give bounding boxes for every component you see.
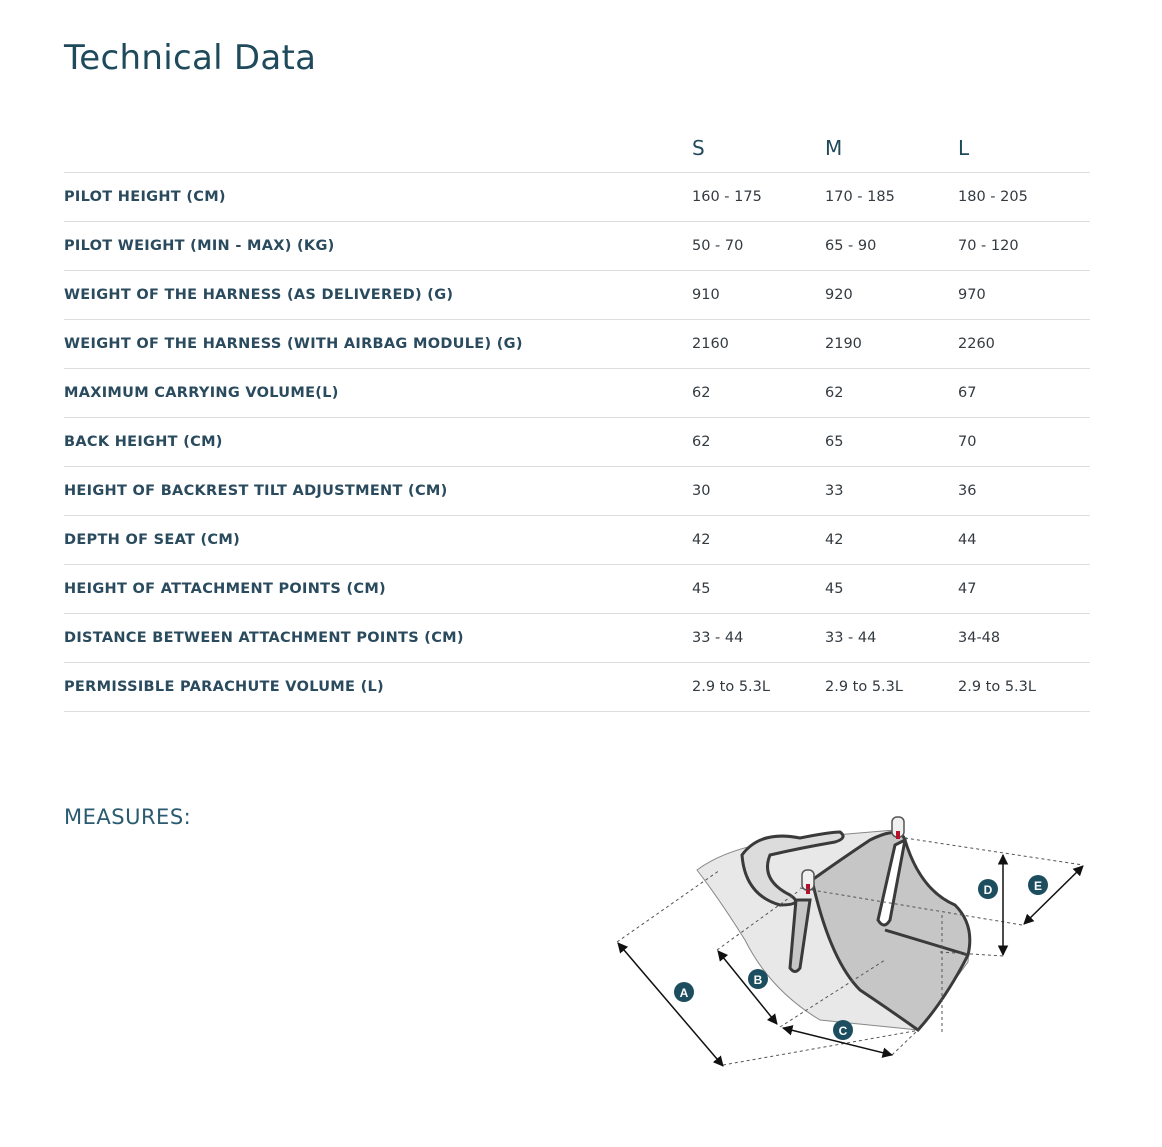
row-label: MAXIMUM CARRYING VOLUME(L) (64, 369, 692, 418)
table-row (64, 369, 1090, 418)
row-label: HEIGHT OF BACKREST TILT ADJUSTMENT (CM) (64, 467, 692, 516)
value-m: 65 (825, 418, 958, 467)
value-m: 45 (825, 565, 958, 614)
row-label: WEIGHT OF THE HARNESS (AS DELIVERED) (G) (64, 271, 692, 320)
size-header-l: L (958, 136, 970, 160)
value-s: 45 (692, 565, 825, 614)
marker-a (674, 982, 694, 1002)
marker-c-label: C (838, 1024, 848, 1038)
page-title: Technical Data (64, 38, 317, 78)
value-s: 2160 (692, 320, 825, 369)
table-row (64, 222, 1090, 271)
value-s: 33 - 44 (692, 614, 825, 663)
size-header-m: M (825, 136, 843, 160)
table-row (64, 173, 1090, 222)
value-m: 33 (825, 467, 958, 516)
size-header-s: S (692, 136, 705, 160)
value-l: 67 (958, 369, 1090, 418)
table-row (64, 565, 1090, 614)
row-label: BACK HEIGHT (CM) (64, 418, 692, 467)
harness-illustration (697, 817, 970, 1030)
measures-heading: MEASURES: (64, 805, 192, 829)
value-l: 2.9 to 5.3L (958, 663, 1090, 712)
value-m: 33 - 44 (825, 614, 958, 663)
value-s: 2.9 to 5.3L (692, 663, 825, 712)
row-label: WEIGHT OF THE HARNESS (WITH AIRBAG MODULE) (G) (64, 320, 692, 369)
value-m: 920 (825, 271, 958, 320)
row-label: PILOT HEIGHT (CM) (64, 173, 692, 222)
value-s: 910 (692, 271, 825, 320)
row-label: HEIGHT OF ATTACHMENT POINTS (CM) (64, 565, 692, 614)
value-l: 970 (958, 271, 1090, 320)
value-l: 36 (958, 467, 1090, 516)
row-label: PILOT WEIGHT (MIN - MAX) (KG) (64, 222, 692, 271)
value-m: 42 (825, 516, 958, 565)
value-l: 34-48 (958, 614, 1090, 663)
value-l: 44 (958, 516, 1090, 565)
value-s: 50 - 70 (692, 222, 825, 271)
marker-e-label: E (1033, 879, 1043, 893)
table-row (64, 418, 1090, 467)
table-row (64, 320, 1090, 369)
value-s: 30 (692, 467, 825, 516)
value-l: 70 - 120 (958, 222, 1090, 271)
marker-a-label: A (679, 986, 689, 1000)
marker-e (1028, 875, 1048, 895)
header-spacer (64, 124, 692, 173)
value-m: 2.9 to 5.3L (825, 663, 958, 712)
harness-measures-diagram (600, 805, 1100, 1080)
technical-data-table (64, 124, 1090, 712)
value-s: 62 (692, 418, 825, 467)
value-s: 42 (692, 516, 825, 565)
marker-b (748, 969, 768, 989)
table-row (64, 614, 1090, 663)
marker-c (833, 1020, 853, 1040)
table-row (64, 663, 1090, 712)
value-l: 180 - 205 (958, 173, 1090, 222)
value-m: 65 - 90 (825, 222, 958, 271)
row-label: DEPTH OF SEAT (CM) (64, 516, 692, 565)
table-row (64, 467, 1090, 516)
row-label: DISTANCE BETWEEN ATTACHMENT POINTS (CM) (64, 614, 692, 663)
size-header-row (64, 124, 1090, 173)
marker-b-label: B (753, 973, 763, 987)
row-label: PERMISSIBLE PARACHUTE VOLUME (L) (64, 663, 692, 712)
value-m: 2190 (825, 320, 958, 369)
dimension-a-arrow (618, 943, 723, 1066)
value-s: 160 - 175 (692, 173, 825, 222)
table-row (64, 271, 1090, 320)
value-m: 170 - 185 (825, 173, 958, 222)
value-l: 47 (958, 565, 1090, 614)
value-s: 62 (692, 369, 825, 418)
dimension-e-arrow (1024, 866, 1083, 924)
carabiner-accent (896, 831, 900, 839)
value-m: 62 (825, 369, 958, 418)
value-l: 2260 (958, 320, 1090, 369)
table-row (64, 516, 1090, 565)
value-l: 70 (958, 418, 1090, 467)
marker-d (978, 879, 998, 899)
marker-d-label: D (983, 883, 993, 897)
